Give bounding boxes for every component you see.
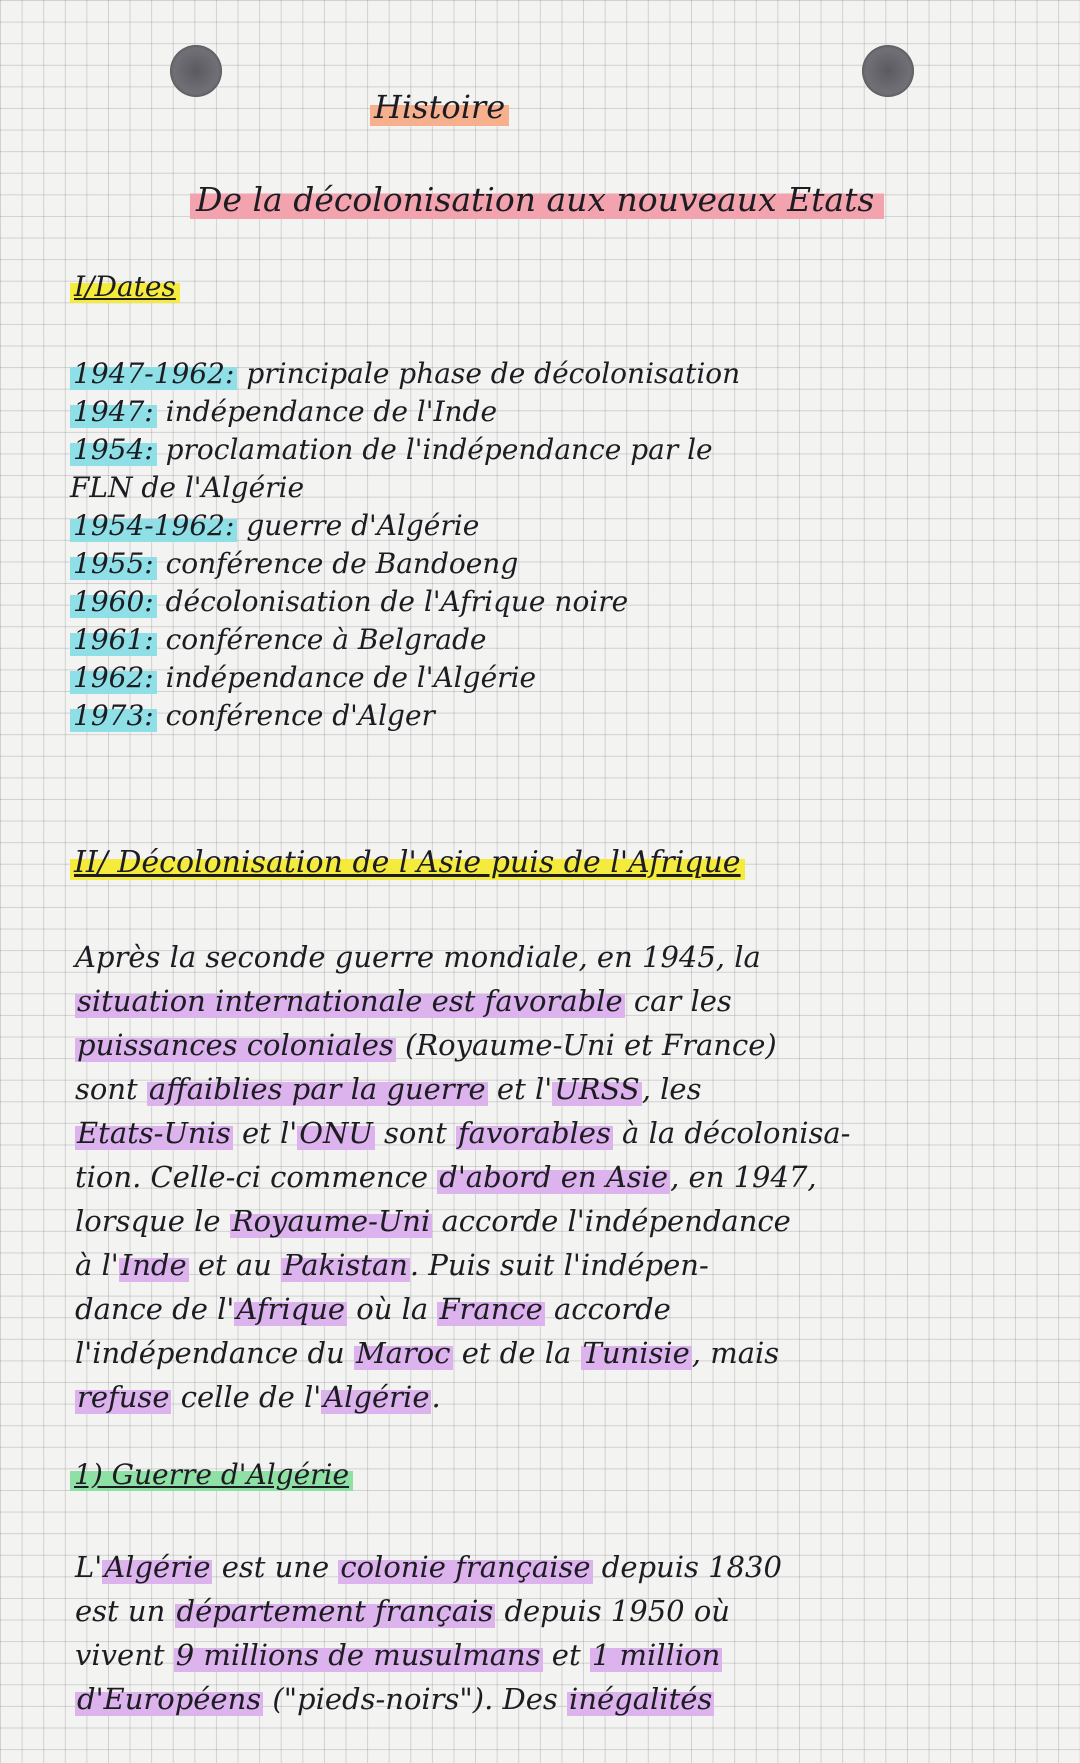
text-line [75,1375,1060,1419]
highlighted-keyword: affaiblies par la guerre [148,1072,486,1106]
paragraph-algeria-war [75,1545,1060,1721]
text-line [75,1067,1060,1111]
highlighted-keyword: Pakistan [283,1248,408,1282]
highlighted-keyword: Maroc [355,1336,451,1370]
text-segment: où la [347,1292,438,1326]
highlighted-keyword: Tunisie [582,1336,690,1370]
text-segment: sont [374,1116,456,1150]
date-description: conférence de Bandoeng [156,547,519,580]
date-description: guerre d'Algérie [237,509,480,542]
date-entry [70,469,740,507]
highlighted-keyword: situation internationale est favorable [77,984,623,1018]
text-line [75,1111,1060,1155]
highlighted-keyword: Algérie [323,1380,430,1414]
text-line [75,1589,1060,1633]
date-entry [70,393,740,431]
binder-hole-left [170,45,222,97]
text-segment: . [431,1380,441,1414]
text-line [75,1677,1060,1721]
date-year: 1947-1962: [70,357,237,390]
date-description: principale phase de décolonisation [237,357,741,390]
highlighted-keyword: d'abord en Asie [439,1160,669,1194]
highlighted-keyword: Afrique [236,1292,346,1326]
text-line [75,979,1060,1023]
text-line [75,1243,1060,1287]
text-segment: depuis 1950 où [495,1594,730,1628]
paragraph-decolonisation [75,935,1060,1419]
text-segment: tion. Celle-ci commence [75,1160,438,1194]
text-segment: à la décolonisa- [612,1116,851,1150]
text-segment: vivent [75,1638,174,1672]
text-segment: et au [188,1248,282,1282]
date-description: conférence à Belgrade [156,623,487,656]
text-segment: et l' [487,1072,553,1106]
date-entry [70,545,740,583]
text-segment: celle de l' [171,1380,322,1414]
date-year: 1954-1962: [70,509,237,542]
date-entry [70,659,740,697]
date-year: 1954: [70,433,157,466]
text-line [75,1199,1060,1243]
text-segment: lorsque le [75,1204,230,1238]
text-segment: , mais [691,1336,780,1370]
text-segment: . Puis suit l'indépen- [409,1248,709,1282]
text-segment: (Royaume-Uni et France) [395,1028,777,1062]
highlighted-keyword: Inde [120,1248,187,1282]
highlighted-keyword: inégalités [569,1682,713,1716]
highlighted-keyword: URSS [554,1072,640,1106]
highlighted-keyword: Algérie [104,1550,211,1584]
date-description: indépendance de l'Algérie [156,661,537,694]
date-description: décolonisation de l'Afrique noire [156,585,629,618]
text-segment: et l' [232,1116,298,1150]
date-year: 1947: [70,395,157,428]
date-entry [70,431,740,469]
date-year: 1960: [70,585,157,618]
highlighted-keyword: département français [176,1594,494,1628]
text-segment: et [542,1638,590,1672]
highlighted-keyword: refuse [77,1380,170,1414]
text-line [75,935,1060,979]
date-description: conférence d'Alger [156,699,435,732]
text-segment: est un [75,1594,175,1628]
binder-hole-right [862,45,914,97]
date-year: 1973: [70,699,157,732]
page-subtitle: De la décolonisation aux nouveaux Etats [190,180,884,219]
text-line [75,1331,1060,1375]
text-segment: Après la seconde guerre mondiale, en 1945, la [75,940,761,974]
text-segment: depuis 1830 [592,1550,782,1584]
text-segment: ("pieds-noirs"). Des [263,1682,568,1716]
subsection-heading-algeria-label: 1) Guerre d'Algérie [70,1458,353,1491]
text-segment: est une [212,1550,339,1584]
date-description: indépendance de l'Inde [156,395,498,428]
text-segment: accorde [544,1292,671,1326]
text-segment: accorde l'indépendance [432,1204,791,1238]
section-heading-decolonisation [70,845,745,880]
text-segment: L' [75,1550,103,1584]
date-entry [70,507,740,545]
text-segment: l'indépendance du [75,1336,354,1370]
highlighted-keyword: 1 million [591,1638,721,1672]
page-title: Histoire [370,88,509,126]
section-heading-decolonisation-label: II/ Décolonisation de l'Asie puis de l'Afrique [70,845,745,880]
text-segment: , en 1947, [670,1160,817,1194]
text-segment: sont [75,1072,147,1106]
subsection-heading-algeria [70,1458,353,1491]
text-segment: , les [641,1072,702,1106]
text-line [75,1023,1060,1067]
date-description: proclamation de l'indépendance par le [156,433,713,466]
date-entry [70,697,740,735]
highlighted-keyword: favorables [457,1116,611,1150]
text-line [75,1155,1060,1199]
text-segment: et de la [452,1336,581,1370]
date-year: 1962: [70,661,157,694]
text-line [75,1287,1060,1331]
highlighted-keyword: France [439,1292,543,1326]
highlighted-keyword: ONU [299,1116,373,1150]
highlighted-keyword: Etats-Unis [77,1116,231,1150]
date-year: 1961: [70,623,157,656]
text-segment: à l' [75,1248,119,1282]
dates-list [70,355,740,735]
highlighted-keyword: puissances coloniales [77,1028,394,1062]
date-year: 1955: [70,547,157,580]
highlighted-keyword: Royaume-Uni [231,1204,431,1238]
text-line [75,1545,1060,1589]
section-heading-dates-label: I/Dates [70,270,180,303]
text-segment: car les [624,984,732,1018]
text-line [75,1633,1060,1677]
section-heading-dates [70,270,180,303]
highlighted-keyword: colonie française [340,1550,591,1584]
date-entry [70,583,740,621]
highlighted-keyword: d'Européens [77,1682,262,1716]
date-entry [70,621,740,659]
highlighted-keyword: 9 millions de musulmans [175,1638,541,1672]
date-entry [70,355,740,393]
date-description: FLN de l'Algérie [70,471,305,504]
text-segment: dance de l' [75,1292,235,1326]
